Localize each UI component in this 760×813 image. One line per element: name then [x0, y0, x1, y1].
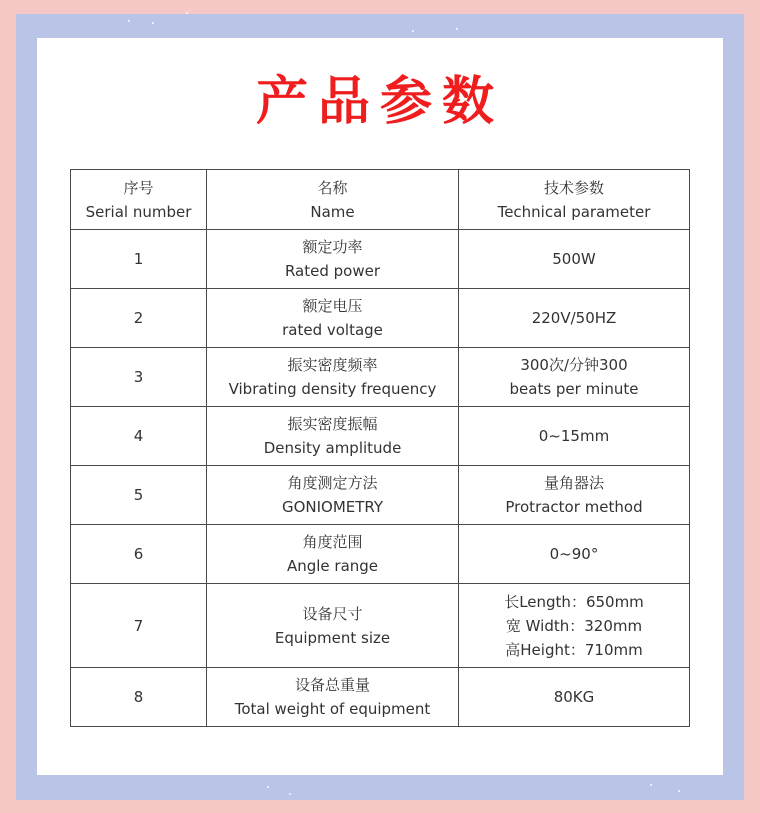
sparkle-dot: [412, 30, 414, 32]
name-en: Total weight of equipment: [234, 700, 431, 718]
serial-cell: 6: [71, 525, 207, 584]
parameter-line: 500W: [552, 250, 596, 268]
sparkle-dot: [128, 20, 130, 22]
serial-cell: 1: [71, 230, 207, 289]
parameter-line: 量角器法: [543, 474, 604, 492]
header-name-zh: 名称: [317, 178, 348, 197]
parameter-cell: [459, 525, 690, 584]
serial-cell: 2: [71, 289, 207, 348]
header-serial-en: Serial number: [85, 202, 192, 221]
parameter-line: 宽 Width：320mm: [505, 616, 643, 635]
parameter-line: 300次/分钟300: [520, 356, 628, 374]
serial-cell: 5: [71, 466, 207, 525]
serial-cell: 3: [71, 348, 207, 407]
header-name-en: Name: [310, 202, 355, 221]
name-zh: 振实密度振幅: [287, 415, 378, 433]
parameter-cell: [459, 407, 690, 466]
table-row: [71, 584, 690, 668]
header-param-zh: 技术参数: [543, 178, 604, 197]
sparkle-dot: [267, 786, 269, 788]
sparkle-dot: [152, 22, 154, 24]
table-header-row: [71, 170, 690, 230]
name-zh: 额定电压: [302, 297, 363, 315]
sparkle-dot: [289, 793, 291, 795]
parameter-line: 0~90°: [549, 545, 599, 563]
name-zh: 设备尺寸: [302, 604, 363, 623]
name-zh: 设备总重量: [294, 676, 370, 694]
header-serial: [71, 170, 207, 230]
name-zh: 角度测定方法: [287, 474, 378, 492]
parameter-cell: [459, 668, 690, 727]
table-row: [71, 230, 690, 289]
parameter-line: 80KG: [553, 688, 595, 706]
page-title: 产品参数: [255, 72, 504, 132]
name-zh: 角度范围: [302, 533, 363, 551]
table-row: [71, 348, 690, 407]
name-cell: [207, 348, 459, 407]
header-serial-zh: 序号: [123, 178, 154, 197]
name-cell: [207, 466, 459, 525]
name-cell: [207, 668, 459, 727]
parameter-cell: [459, 230, 690, 289]
serial-cell: 8: [71, 668, 207, 727]
table-row: [71, 289, 690, 348]
sparkle-dot: [650, 784, 652, 786]
parameter-line: beats per minute: [509, 380, 639, 398]
parameter-line: 220V/50HZ: [531, 309, 617, 327]
name-cell: [207, 525, 459, 584]
name-en: Vibrating density frequency: [228, 380, 437, 398]
parameter-line: Protractor method: [505, 498, 643, 516]
name-en: Equipment size: [274, 628, 391, 647]
name-zh: 额定功率: [302, 238, 363, 256]
header-param-en: Technical parameter: [497, 202, 651, 221]
header-name: [207, 170, 459, 230]
name-cell: [207, 289, 459, 348]
sparkle-dot: [678, 790, 680, 792]
parameter-cell: [459, 348, 690, 407]
parameter-line: 高Height：710mm: [505, 640, 643, 659]
sparkle-dot: [456, 28, 458, 30]
spec-table: [70, 169, 690, 727]
table-row: [71, 466, 690, 525]
name-cell: [207, 230, 459, 289]
name-zh: 振实密度频率: [287, 356, 378, 374]
parameter-cell: [459, 584, 690, 668]
header-param: [459, 170, 690, 230]
parameter-cell: [459, 289, 690, 348]
table-row: [71, 525, 690, 584]
table-row: [71, 407, 690, 466]
table-row: [71, 668, 690, 727]
parameter-cell: [459, 466, 690, 525]
name-en: Angle range: [286, 557, 379, 575]
sparkle-dot: [186, 12, 188, 14]
parameter-line: 长Length：650mm: [504, 592, 644, 611]
name-en: Rated power: [284, 262, 381, 280]
name-en: rated voltage: [282, 321, 383, 339]
serial-cell: 7: [71, 584, 207, 668]
name-cell: [207, 407, 459, 466]
name-cell: [207, 584, 459, 668]
name-en: Density amplitude: [263, 439, 402, 457]
parameter-line: 0~15mm: [538, 427, 610, 445]
name-en: GONIOMETRY: [281, 498, 384, 516]
serial-cell: 4: [71, 407, 207, 466]
